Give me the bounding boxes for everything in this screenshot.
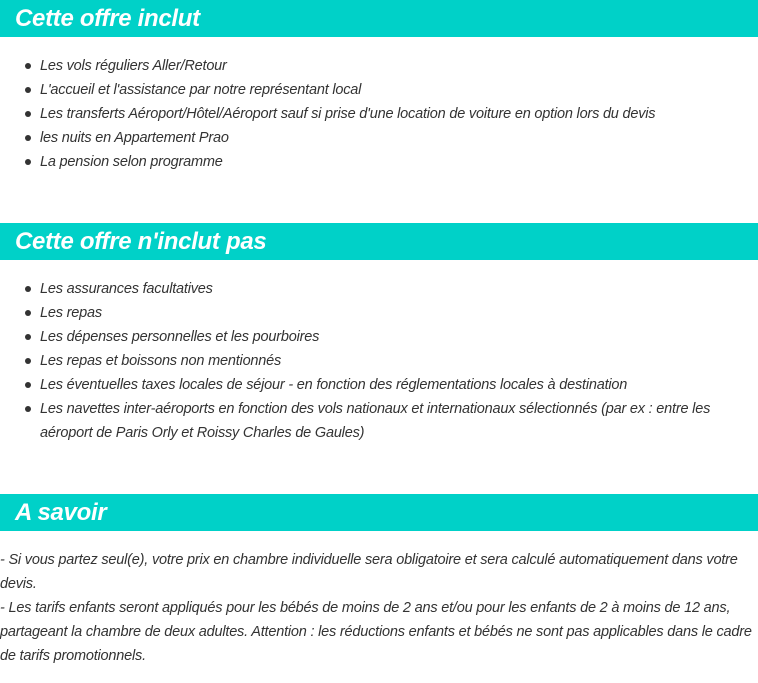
section-not-included [0, 223, 758, 445]
list-item: Les dépenses personnelles et les pourboires [0, 325, 758, 349]
notes-block [0, 531, 758, 668]
bullet-icon [25, 310, 31, 316]
section-included [0, 0, 758, 174]
section-title: Cette offre inclut [15, 5, 200, 32]
included-list [0, 37, 758, 174]
list-item: Les navettes inter-aéroports en fonction des vols nationaux et internationaux sélectionnés (par ex : entre les aéroport de Paris Orly et Roissy Charles de Gaules) [0, 397, 758, 445]
bullet-icon [25, 63, 31, 69]
list-item: Les repas [0, 301, 758, 325]
section-title: A savoir [15, 499, 107, 526]
list-item: Les vols réguliers Aller/Retour [0, 54, 758, 78]
section-header-included [0, 0, 758, 37]
section-header-a-savoir [0, 494, 758, 531]
bullet-icon [25, 334, 31, 340]
bullet-icon [25, 382, 31, 388]
bullet-icon [25, 111, 31, 117]
list-item: Les assurances facultatives [0, 277, 758, 301]
not-included-list [0, 260, 758, 445]
section-header-not-included [0, 223, 758, 260]
section-title: Cette offre n'inclut pas [15, 228, 267, 255]
section-a-savoir [0, 494, 758, 668]
note-paragraph: - Les tarifs enfants seront appliqués pour les bébés de moins de 2 ans et/ou pour les enfants de 2 à moins de 12 ans, partageant la chambre de deux adultes. Attention : les réductions enfants et bébés ne sont pas applicables dans le cadre de tarifs promotionnels. [0, 600, 752, 664]
bullet-icon [25, 286, 31, 292]
list-item: L'accueil et l'assistance par notre représentant local [0, 78, 758, 102]
list-item: La pension selon programme [0, 150, 758, 174]
list-item: Les repas et boissons non mentionnés [0, 349, 758, 373]
list-item: les nuits en Appartement Prao [0, 126, 758, 150]
bullet-icon [25, 159, 31, 165]
bullet-icon [25, 135, 31, 141]
bullet-icon [25, 406, 31, 412]
bullet-icon [25, 87, 31, 93]
bullet-icon [25, 358, 31, 364]
list-item: Les transferts Aéroport/Hôtel/Aéroport sauf si prise d'une location de voiture en option lors du devis [0, 102, 758, 126]
note-paragraph: - Si vous partez seul(e), votre prix en chambre individuelle sera obligatoire et sera calculé automatiquement dans votre devis. [0, 552, 738, 592]
list-item: Les éventuelles taxes locales de séjour - en fonction des réglementations locales à destination [0, 373, 758, 397]
